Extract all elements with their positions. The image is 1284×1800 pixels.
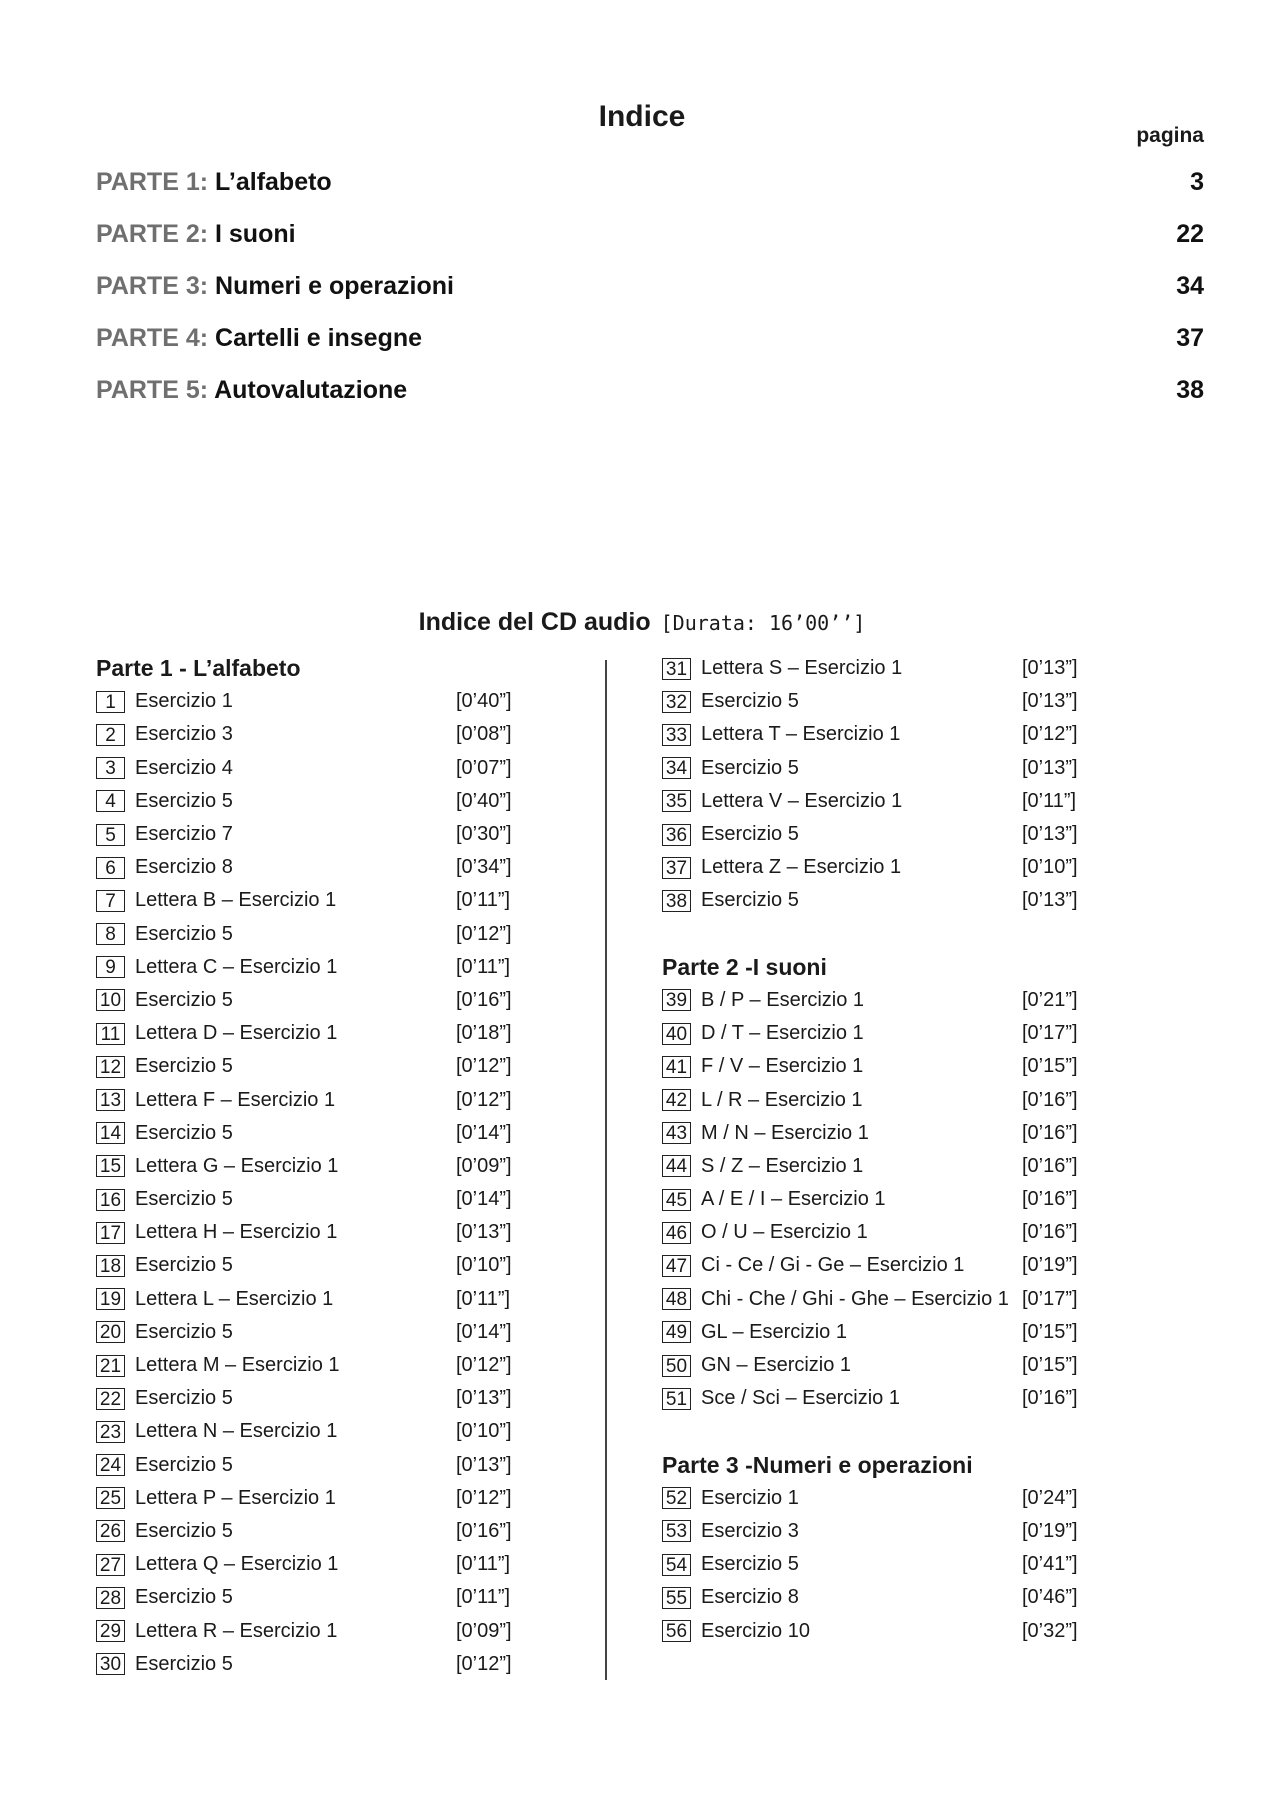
track-duration: [0’16”] [1022, 1154, 1078, 1177]
track-title: Esercizio 8 [701, 1586, 799, 1609]
track-number: 48 [662, 1288, 691, 1310]
track-row [96, 851, 566, 884]
track-row [662, 1548, 1132, 1581]
toc-entry [96, 364, 1204, 416]
track-number: 45 [662, 1189, 691, 1211]
track-title: Lettera P – Esercizio 1 [135, 1486, 336, 1509]
track-number: 49 [662, 1321, 691, 1343]
track-duration: [0’16”] [1022, 1121, 1078, 1144]
toc-label: I suoni [215, 219, 296, 248]
track-duration: [0’14”] [456, 1188, 512, 1211]
track-title: Lettera L – Esercizio 1 [135, 1287, 334, 1310]
section-title-part2: Parte 2 -I suoni [662, 953, 827, 980]
track-title: Esercizio 8 [135, 856, 233, 879]
track-row [96, 1316, 566, 1349]
track-duration: [0’15”] [1022, 1055, 1078, 1078]
track-duration: [0’16”] [1022, 1188, 1078, 1211]
track-row [662, 1614, 1132, 1647]
track-row [96, 1183, 566, 1216]
track-row [96, 1349, 566, 1382]
track-row [662, 1316, 1132, 1349]
toc-part: PARTE 3: [96, 271, 209, 300]
track-title: Lettera H – Esercizio 1 [135, 1221, 338, 1244]
track-number: 19 [96, 1288, 125, 1310]
track-title: S / Z – Esercizio 1 [701, 1154, 864, 1177]
track-row [96, 718, 566, 751]
track-title: Chi - Che / Ghi - Ghe – Esercizio 1 [701, 1287, 1009, 1310]
track-row [662, 718, 1132, 751]
track-title: Esercizio 5 [135, 1387, 233, 1410]
track-number: 27 [96, 1554, 125, 1576]
track-duration: [0’30”] [456, 823, 512, 846]
track-title: Esercizio 3 [135, 723, 233, 746]
track-title: F / V – Esercizio 1 [701, 1055, 864, 1078]
track-title: Esercizio 5 [135, 1586, 233, 1609]
track-row [662, 984, 1132, 1017]
track-number: 13 [96, 1089, 125, 1111]
track-title: Lettera G – Esercizio 1 [135, 1154, 339, 1177]
track-list-part2 [662, 984, 1132, 1415]
track-title: Lettera N – Esercizio 1 [135, 1420, 338, 1443]
track-row [96, 1614, 566, 1647]
track-duration: [0’11”] [456, 1586, 511, 1609]
toc-entry [96, 208, 1204, 260]
track-duration: [0’40”] [456, 690, 512, 713]
track-number: 18 [96, 1255, 125, 1277]
track-title: GL – Esercizio 1 [701, 1320, 847, 1343]
column-divider [605, 660, 607, 1680]
track-number: 47 [662, 1255, 691, 1277]
track-title: D / T – Esercizio 1 [701, 1022, 864, 1045]
track-row [96, 1050, 566, 1083]
track-number: 14 [96, 1122, 125, 1144]
track-title: Lettera T – Esercizio 1 [701, 723, 901, 746]
track-title: M / N – Esercizio 1 [701, 1121, 869, 1144]
track-title: Lettera M – Esercizio 1 [135, 1354, 340, 1377]
track-number: 24 [96, 1454, 125, 1476]
track-duration: [0’13”] [456, 1221, 512, 1244]
track-list-part1-continued [662, 652, 1132, 918]
track-duration: [0’12”] [456, 1486, 512, 1509]
track-number: 30 [96, 1653, 125, 1675]
track-duration: [0’21”] [1022, 988, 1078, 1011]
track-duration: [0’09”] [456, 1154, 512, 1177]
track-number: 46 [662, 1222, 691, 1244]
track-duration: [0’18”] [456, 1022, 512, 1045]
track-title: Lettera C – Esercizio 1 [135, 955, 338, 978]
track-row [662, 1349, 1132, 1382]
track-row [662, 685, 1132, 718]
section-title-part3: Parte 3 -Numeri e operazioni [662, 1451, 973, 1478]
track-row [662, 1183, 1132, 1216]
track-number: 43 [662, 1122, 691, 1144]
track-number: 11 [96, 1023, 125, 1045]
track-row [96, 1581, 566, 1614]
track-row [96, 1515, 566, 1548]
track-duration: [0’10”] [1022, 856, 1078, 879]
section-title-part1: Parte 1 - L’alfabeto [96, 655, 301, 682]
track-duration: [0’32”] [1022, 1619, 1078, 1642]
track-row [96, 1216, 566, 1249]
track-duration: [0’12”] [456, 1652, 512, 1675]
track-number: 7 [96, 890, 125, 912]
track-number: 16 [96, 1189, 125, 1211]
track-title: Esercizio 4 [135, 756, 233, 779]
track-duration: [0’13”] [1022, 889, 1078, 912]
track-duration: [0’19”] [1022, 1519, 1078, 1542]
track-title: Esercizio 1 [135, 690, 233, 713]
track-duration: [0’13”] [1022, 756, 1078, 779]
track-duration: [0’13”] [1022, 823, 1078, 846]
track-title: Esercizio 5 [135, 1254, 233, 1277]
track-number: 50 [662, 1355, 691, 1377]
track-number: 1 [96, 691, 125, 713]
track-number: 2 [96, 724, 125, 746]
track-duration: [0’14”] [456, 1320, 512, 1343]
cd-track-column-right [662, 652, 1132, 1648]
track-row [662, 785, 1132, 818]
page-title: Indice [598, 100, 686, 133]
track-row [662, 1482, 1132, 1515]
track-number: 36 [662, 824, 691, 846]
track-row [662, 1216, 1132, 1249]
track-duration: [0’16”] [1022, 1221, 1078, 1244]
track-title: Lettera D – Esercizio 1 [135, 1022, 338, 1045]
track-title: Lettera S – Esercizio 1 [701, 657, 903, 680]
toc-label: Cartelli e insegne [215, 323, 423, 352]
track-number: 53 [662, 1520, 691, 1542]
track-title: Sce / Sci – Esercizio 1 [701, 1387, 900, 1410]
track-duration: [0’08”] [456, 723, 512, 746]
toc-part: PARTE 4: [96, 323, 209, 352]
track-duration: [0’11”] [456, 1553, 511, 1576]
cd-index-title: Indice del CD audio [418, 608, 651, 636]
toc-page: 37 [1176, 323, 1204, 352]
track-title: Esercizio 1 [701, 1486, 799, 1509]
track-number: 5 [96, 824, 125, 846]
track-number: 23 [96, 1421, 125, 1443]
track-title: Esercizio 5 [135, 922, 233, 945]
track-row [662, 818, 1132, 851]
track-row [662, 1283, 1132, 1316]
toc-page: 3 [1190, 167, 1204, 196]
track-number: 31 [662, 658, 691, 680]
track-title: Esercizio 5 [135, 1320, 233, 1343]
track-duration: [0’12”] [456, 1088, 512, 1111]
track-number: 21 [96, 1355, 125, 1377]
track-title: Lettera V – Esercizio 1 [701, 789, 903, 812]
track-duration: [0’19”] [1022, 1254, 1078, 1277]
track-number: 15 [96, 1155, 125, 1177]
track-duration: [0’24”] [1022, 1486, 1078, 1509]
track-list-part1 [96, 685, 566, 1681]
track-title: Esercizio 5 [135, 1055, 233, 1078]
track-title: Lettera Z – Esercizio 1 [701, 856, 902, 879]
track-row [662, 851, 1132, 884]
track-number: 8 [96, 923, 125, 945]
track-title: Esercizio 10 [701, 1619, 810, 1642]
track-number: 56 [662, 1620, 691, 1642]
toc-entry [96, 312, 1204, 364]
track-row [96, 918, 566, 951]
track-row [662, 1515, 1132, 1548]
track-number: 9 [96, 956, 125, 978]
track-number: 42 [662, 1089, 691, 1111]
toc-entry [96, 156, 1204, 208]
track-duration: [0’14”] [456, 1121, 512, 1144]
track-title: Esercizio 5 [135, 1519, 233, 1542]
track-number: 6 [96, 857, 125, 879]
track-title: Esercizio 5 [701, 756, 799, 779]
track-duration: [0’13”] [456, 1387, 512, 1410]
track-number: 17 [96, 1222, 125, 1244]
track-row [96, 1117, 566, 1150]
track-number: 34 [662, 757, 691, 779]
track-row [96, 785, 566, 818]
track-number: 10 [96, 989, 125, 1011]
track-title: Esercizio 5 [701, 889, 799, 912]
track-duration: [0’15”] [1022, 1320, 1078, 1343]
track-duration: [0’40”] [456, 789, 512, 812]
toc-part: PARTE 2: [96, 219, 209, 248]
track-duration: [0’15”] [1022, 1354, 1078, 1377]
track-row [96, 1017, 566, 1050]
track-title: Lettera B – Esercizio 1 [135, 889, 337, 912]
track-title: Esercizio 3 [701, 1519, 799, 1542]
track-duration: [0’16”] [456, 988, 512, 1011]
toc-part: PARTE 1: [96, 167, 209, 196]
track-title: Esercizio 5 [135, 1188, 233, 1211]
table-of-contents [96, 156, 1204, 416]
track-number: 44 [662, 1155, 691, 1177]
track-number: 32 [662, 691, 691, 713]
track-row [662, 752, 1132, 785]
track-title: O / U – Esercizio 1 [701, 1221, 868, 1244]
track-row [662, 1249, 1132, 1282]
track-title: B / P – Esercizio 1 [701, 988, 865, 1011]
track-row [662, 884, 1132, 917]
track-row [662, 1581, 1132, 1614]
track-row [662, 1083, 1132, 1116]
cd-track-column-left [96, 652, 566, 1681]
page-column-header: pagina [1136, 124, 1204, 147]
track-row [96, 1648, 566, 1681]
track-title: L / R – Esercizio 1 [701, 1088, 863, 1111]
track-duration: [0’11”] [456, 1287, 511, 1310]
track-number: 54 [662, 1554, 691, 1576]
track-title: Esercizio 5 [135, 1453, 233, 1476]
track-row [96, 951, 566, 984]
track-row [96, 1083, 566, 1116]
track-duration: [0’11”] [456, 955, 511, 978]
track-duration: [0’11”] [456, 889, 511, 912]
toc-label: Autovalutazione [214, 375, 408, 404]
track-row [96, 752, 566, 785]
toc-label: L’alfabeto [215, 167, 332, 196]
track-duration: [0’09”] [456, 1619, 512, 1642]
track-title: Esercizio 5 [701, 1553, 799, 1576]
track-row [662, 1382, 1132, 1415]
track-row [662, 1017, 1132, 1050]
track-duration: [0’17”] [1022, 1022, 1078, 1045]
track-number: 55 [662, 1587, 691, 1609]
track-number: 41 [662, 1056, 691, 1078]
track-duration: [0’12”] [456, 1354, 512, 1377]
track-duration: [0’16”] [1022, 1387, 1078, 1410]
track-number: 12 [96, 1056, 125, 1078]
toc-part: PARTE 5: [96, 375, 209, 404]
track-row [96, 884, 566, 917]
track-number: 29 [96, 1620, 125, 1642]
track-title: Esercizio 5 [135, 789, 233, 812]
track-duration: [0’34”] [456, 856, 512, 879]
track-row [662, 1050, 1132, 1083]
track-duration: [0’13”] [1022, 690, 1078, 713]
track-number: 25 [96, 1487, 125, 1509]
track-row [96, 1283, 566, 1316]
track-duration: [0’12”] [456, 1055, 512, 1078]
track-title: Esercizio 5 [135, 988, 233, 1011]
track-number: 3 [96, 757, 125, 779]
track-duration: [0’13”] [1022, 657, 1078, 680]
track-title: Esercizio 7 [135, 823, 233, 846]
track-title: Lettera Q – Esercizio 1 [135, 1553, 339, 1576]
track-row [96, 818, 566, 851]
track-duration: [0’41”] [1022, 1553, 1078, 1576]
track-title: Esercizio 5 [701, 823, 799, 846]
track-duration: [0’17”] [1022, 1287, 1078, 1310]
track-duration: [0’12”] [456, 922, 512, 945]
track-title: Ci - Ce / Gi - Ge – Esercizio 1 [701, 1254, 965, 1277]
track-row [96, 1150, 566, 1183]
track-row [96, 1548, 566, 1581]
track-title: Esercizio 5 [701, 690, 799, 713]
toc-page: 34 [1176, 271, 1204, 300]
track-list-part3 [662, 1482, 1132, 1648]
track-duration: [0’16”] [456, 1519, 512, 1542]
toc-page: 38 [1176, 375, 1204, 404]
track-number: 35 [662, 790, 691, 812]
track-number: 26 [96, 1520, 125, 1542]
track-duration: [0’10”] [456, 1254, 512, 1277]
track-number: 33 [662, 724, 691, 746]
track-number: 4 [96, 790, 125, 812]
track-row [662, 1150, 1132, 1183]
track-number: 28 [96, 1587, 125, 1609]
track-title: Lettera R – Esercizio 1 [135, 1619, 338, 1642]
track-number: 20 [96, 1321, 125, 1343]
track-title: Lettera F – Esercizio 1 [135, 1088, 336, 1111]
track-row [96, 984, 566, 1017]
toc-page: 22 [1176, 219, 1204, 248]
track-duration: [0’13”] [456, 1453, 512, 1476]
track-duration: [0’10”] [456, 1420, 512, 1443]
track-number: 40 [662, 1023, 691, 1045]
toc-label: Numeri e operazioni [215, 271, 454, 300]
track-title: Esercizio 5 [135, 1121, 233, 1144]
track-duration: [0’46”] [1022, 1586, 1078, 1609]
track-duration: [0’12”] [1022, 723, 1078, 746]
track-duration: [0’16”] [1022, 1088, 1078, 1111]
track-number: 52 [662, 1487, 691, 1509]
track-row [96, 1249, 566, 1282]
track-number: 38 [662, 890, 691, 912]
track-row [96, 1449, 566, 1482]
toc-entry [96, 260, 1204, 312]
track-number: 51 [662, 1388, 691, 1410]
cd-index-heading [0, 608, 1284, 637]
track-row [96, 1382, 566, 1415]
track-row [662, 1117, 1132, 1150]
track-number: 39 [662, 989, 691, 1011]
track-row [96, 685, 566, 718]
track-duration: [0’11”] [1022, 789, 1077, 812]
track-number: 37 [662, 857, 691, 879]
track-title: A / E / I – Esercizio 1 [701, 1188, 886, 1211]
track-number: 22 [96, 1388, 125, 1410]
track-row [96, 1415, 566, 1448]
track-row [662, 652, 1132, 685]
track-title: GN – Esercizio 1 [701, 1354, 852, 1377]
track-title: Esercizio 5 [135, 1652, 233, 1675]
cd-total-duration: [Durata: 16’00’’] [660, 611, 866, 635]
track-duration: [0’07”] [456, 756, 512, 779]
track-row [96, 1482, 566, 1515]
